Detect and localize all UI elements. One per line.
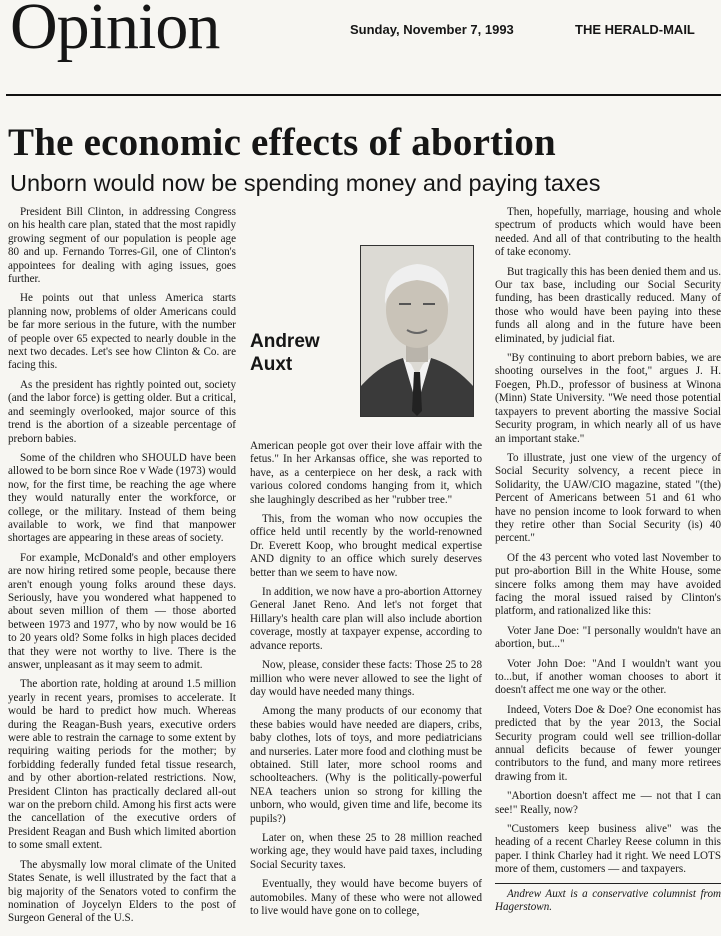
article-column-2 — [250, 440, 482, 936]
paragraph: Voter Jane Doe: "I personally wouldn't have an abortion, but..." — [495, 624, 721, 651]
newspaper-name: THE HERALD-MAIL — [575, 22, 695, 37]
paragraph: For example, McDonald's and other employers are now hiring retired some people, because there aren't enough young folks around these days. Seriously, have you wondered what happened to about seven million of them — those aborted between 1973 and 1977, who by now would be 16 to 20 years old? Some folks in high places decided that they were not worthy to live. There is the answer, unpleasant as it may seem to admit. — [8, 551, 236, 671]
paragraph: He points out that unless America starts planning now, problems of older Americans could be far more serious in the future, with the number of people over 65 expected to nearly double in the next two decades. Let's see how Clinton & Co. are facing this. — [8, 292, 236, 372]
paragraph: Among the many products of our economy that these babies would have needed are diapers, cribs, baby clothes, lots of toys, and more pediatricians and nurseries. Later more food and clothing must be obtained. Still later, more school rooms and schoolteachers. (Why is the politically-powerful NEA teachers union so strong for killing the unborn, who would, given time and life, become its pupils?) — [250, 705, 482, 825]
paragraph: This, from the woman who now occupies the office held until recently by the world-renowned Dr. Everett Koop, who brought medical expertise AND dignity to an office which surely deserves better than we seem to have now. — [250, 513, 482, 579]
paragraph: "Customers keep business alive" was the heading of a recent Charley Reese column in this paper. I think Charley had it right. We need LOTS more of them, customers — and taxpayers. — [495, 823, 721, 876]
paragraph: The abortion rate, holding at around 1.5 million yearly in recent years, promises to accelerate. It would be hard to predict how much. Whereas during the Reagan-Bush years, executive orders were able to restrain the carnage to some extent by requiring waiting periods for the mother; by forbidding federally funded fetal tissue research, and by other abortion-related restrictions. Now, President Clinton has practically declared all-out war on the preborn child. Among his first acts were the cancellation of the executive orders of President Reagan and Bush which limited abortion to some small extent. — [8, 678, 236, 852]
subheadline: Unborn would now be spending money and paying taxes — [10, 170, 601, 196]
headline: The economic effects of abortion — [8, 121, 556, 164]
article-column-3 — [495, 206, 721, 936]
article-column-1 — [8, 206, 236, 936]
paragraph: Then, hopefully, marriage, housing and whole spectrum of products which would have been needed. And all of that contributing to the health of take economy. — [495, 206, 721, 259]
paragraph: As the president has rightly pointed out, society (and the labor force) is getting older. But a critical, and seemingly overlooked, major source of this trend is the abortion of a sizeable percentage of preborn babies. — [8, 378, 236, 445]
paragraph: President Bill Clinton, in addressing Congress on his health care plan, stated that the most rapidly growing segment of our population is people age 80 and up. Fernando Torres-Gil, one of Clinton's appointees for dealing with aging issues, goes further. — [8, 206, 236, 286]
author-note: Andrew Auxt is a conservative columnist from Hagerstown. — [495, 883, 721, 915]
paragraph: American people got over their love affair with the fetus." In her Arkansas office, she was reported to have, as a centerpiece on her desk, a rack with various colored condoms hanging from it, which she laughingly described as her "rubber tree." — [250, 440, 482, 506]
paragraph: The abysmally low moral climate of the United States Senate, is well illustrated by the fact that a big majority of the Senators voted to confirm the nomination of Joycelyn Elders to the post of Surgeon General of the U.S. — [8, 858, 236, 925]
paragraph: Of the 43 percent who voted last November to put pro-abortion Bill in the White House, some sincere folks among them may have avoided facing the moral issued raised by Clinton's platform, and rationalized like this: — [495, 551, 721, 618]
issue-date: Sunday, November 7, 1993 — [350, 22, 514, 37]
paragraph: "Abortion doesn't affect me — not that I can see!" Really, now? — [495, 790, 721, 816]
paragraph: Later on, when these 25 to 28 million reached working age, they would have paid taxes, including Social Security taxes. — [250, 831, 482, 871]
masthead-rule — [6, 94, 721, 96]
paragraph: But tragically this has been denied them and us. Our tax base, including our Social Security funding, has been drastically reduced. Many of those who would have been paying into these funds all along and in the future have been eliminated, by judicial fiat. — [495, 265, 721, 345]
paragraph: Eventually, they would have become buyers of automobiles. Many of these who were not allowed to live would have gone on to college, — [250, 878, 482, 917]
author-byline: Andrew Auxt — [250, 331, 320, 375]
author-photo — [360, 245, 474, 417]
paragraph: "By continuing to abort preborn babies, we are shooting ourselves in the foot," argues J. H. Foegen, Ph.D., professor of business at Winona (Minn) State University. "We need those potential taxpayers to prevent aborting the massive Social Security program, in which nearly all of us have an important stake." — [495, 352, 721, 445]
paragraph: Now, please, consider these facts: Those 25 to 28 million who were never allowed to see the light of day would have needed many things. — [250, 659, 482, 698]
section-title: Opinion — [10, 0, 220, 63]
paragraph: Indeed, Voters Doe & Doe? One economist has predicted that by the year 2013, the Social Security program could well see trillion-dollar annual deficits because of fewer younger contributors to the fund, and many more retirees drawing from it. — [495, 703, 721, 783]
paragraph: In addition, we now have a pro-abortion Attorney General Janet Reno. And let's not forget that Hillary's health care plan will also include abortion coverage, mostly at taxpayer expense, according to advance reports. — [250, 586, 482, 652]
paragraph: To illustrate, just one view of the urgency of Social Security solvency, a recent piece in Solidarity, the UAW/CIO magazine, stated "(the) Percent of Americans between 51 and 61 who have no pension income to look forward to when they retire other than Social Security (is) 40 percent." — [495, 451, 721, 545]
paragraph: Some of the children who SHOULD have been allowed to be born since Roe v Wade (1973) would now, for the first time, be reaching the age where they would naturally enter the workforce, or college, or the military. Instead of them being available to work, we find that manpower shortages are appearing in these areas of society. — [8, 451, 236, 545]
paragraph: Voter John Doe: "And I wouldn't want you to...but, if another woman chooses to abort it doesn't affect me one way or the other. — [495, 657, 721, 697]
